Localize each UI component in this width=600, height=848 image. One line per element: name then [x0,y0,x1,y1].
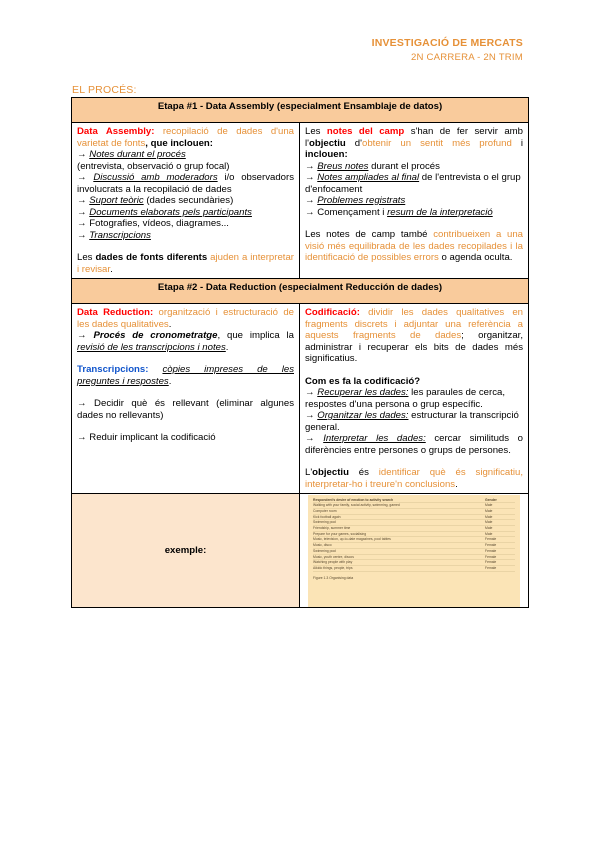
example-table-footnote: Figure 1.3 Organising data [313,575,354,580]
example-table-row: Aikido things, people, trips Female [313,566,515,572]
sources-conclusion: Les dades de fonts diferents ajuden a interpretar i revisar. [77,252,294,275]
example-table-header: Respondent's desire of emotion to activity search Gender [313,498,515,504]
list-item: → Organitzar les dades: estructurar la transcripció general. [305,410,519,433]
stage1-right-cell [300,123,529,279]
list-item: → Transcripcions [77,229,151,241]
list-item: → Interpretar les dades: cercar similituds o diferències entre persones o grups de persones. [305,433,523,456]
list-item: → Procés de cronometratge, que implica la revisió de les transcripcions i notes. [77,330,294,353]
example-table-row: Kick football again Male [313,515,515,521]
stage2-title: Etapa #2 - Data Reduction (especialment Reducción de dades) [72,279,529,304]
stage1-title: Etapa #1 - Data Assembly (especialment Ensamblaje de datos) [72,98,529,123]
list-item: → Discussió amb moderadors i/o observadors involucrats a la recopilació de dades [77,172,294,195]
example-table-row: Watching people with play Female [313,560,515,566]
data-assembly-definition: Data Assembly: recopilació de dades d'una varietat de fonts, que inclouen: [77,126,295,149]
example-image-cell [300,494,529,608]
list-item: → Recuperar les dades: les paraules de cerca, respostes d'una persona o grup específic. [305,387,505,410]
stage1-left-cell [72,123,300,279]
example-table-row: Music, television, up-to-date magazines, pool tables Female [313,537,515,543]
list-item: → Reduir implicant la codificació [77,432,216,443]
stage2-right-cell [300,304,529,494]
example-table-row: Computer room Male [313,509,515,515]
example-label: exemple: [164,544,207,556]
list-item-note: (entrevista, observació o grup focal) [77,160,230,172]
stage2-left-cell [72,304,300,494]
section-heading: EL PROCÉS: [72,84,137,96]
document-subtitle: 2N CARRERA - 2N TRIM [410,52,523,63]
example-table-row: Music, youth centre, discos Female [313,555,515,561]
example-table-row: Music, disco Female [313,543,515,549]
list-item: → Notes ampliades al final de l'entrevista o el grup d'enfocament [305,172,521,195]
list-item: → Documents elaborats pels participants [77,206,252,218]
example-table-row: Swimming pool Male [313,520,515,526]
data-reduction-definition: Data Reduction: organització i estructuració de les dades qualitatives. [77,307,294,330]
field-notes-benefit: Les notes de camp també contribueixen a una visió més equilibrada de les dades recopilades i la identificació de possibles errors o agenda oculta. [305,229,523,263]
example-table-row: Prepare for your games, socialising Male [313,532,515,538]
field-notes-intro: Les notes del camp s'han de fer servir amb l'objectiu d'obtenir un sentit més profund i inclouen: [305,126,523,160]
list-item: → Suport teòric (dades secundàries) [77,195,234,206]
coding-definition: Codificació: dividir les dades qualitatives en fragments discrets i adjuntar una referència a aquests fragments de dades; organitzar, administrar i recuperar els bits de dades més significatius. [305,307,523,364]
coding-question: Com es fa la codificació? [305,375,421,387]
example-table-row: Swimming pool Female [313,549,515,555]
list-item: → Breus notes durant el procés [305,160,440,172]
list-item: → Començament i resum de la interpretació [305,206,493,218]
list-item: → Decidir què és rellevant (eliminar algunes dades no rellevants) [77,398,294,421]
list-item: → Fotografies, vídeos, diagrames... [77,218,229,229]
coding-goal: L'objectiu és identificar què és significatiu, interpretar-ho i treure'n conclusions. [305,467,524,490]
example-label-cell [72,494,300,608]
document-title: INVESTIGACIÓ DE MERCATS [371,37,523,49]
transcriptions-definition: Transcripcions: còpies impreses de les preguntes i respostes. [77,364,294,387]
list-item: → Problemes registrats [305,195,406,206]
example-table-row: Friendship, summer time Male [313,526,515,532]
example-table-image [308,495,520,607]
process-table [71,97,529,608]
list-item: → Notes durant el procés [77,149,186,160]
example-table-row: Walking with your family, social activity, swimming, gamed Male [313,503,515,509]
